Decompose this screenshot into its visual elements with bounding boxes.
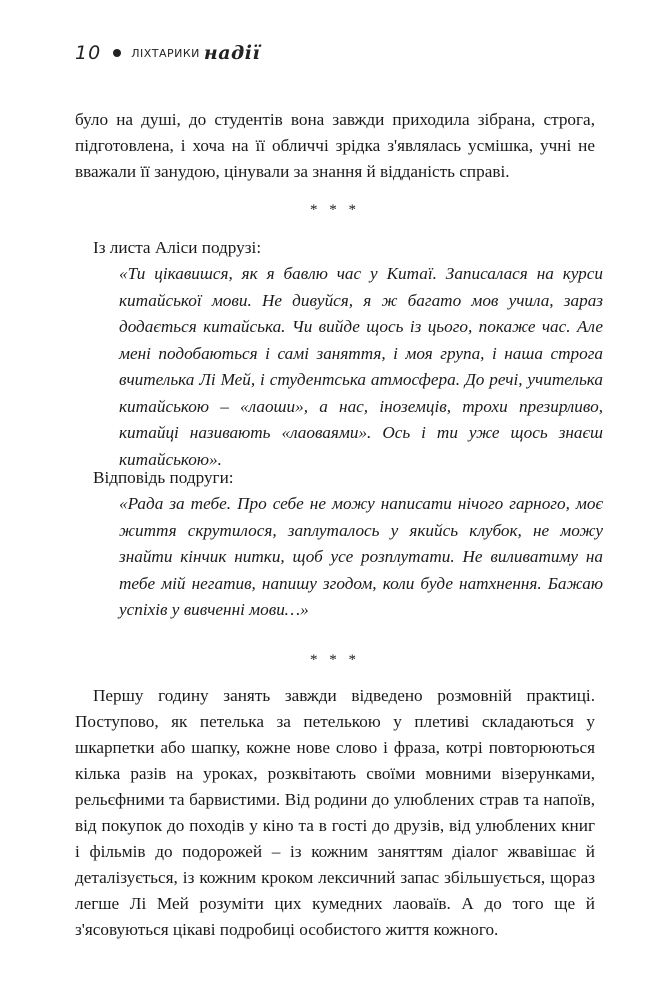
page-number: 10	[75, 42, 102, 64]
paragraph-continued: було на душі, до студентів вона завжди приходила зібрана, строга, підготовлена, і хоча на її обличчі зрідка з'являлась усмішка, учні не вважали її занудою, цінували за знання й відданість справі.	[75, 110, 595, 181]
book-title-suffix: надії	[203, 42, 261, 64]
reply-intro: Відповідь подруги:	[93, 468, 234, 487]
reply-quote: «Рада за тебе. Про себе не можу написати нічого гарного, моє життя скрутилося, заплуталось у якийсь клубок, не можу знайти кінчик нитки, щоб усе розплутати. Не виливатиму на тебе мій негатив, напишу згодом, коли буде натхнення. Бажаю успіхів у вивченні мови…»	[119, 494, 603, 619]
bullet-dot-icon	[113, 49, 121, 57]
book-title-prefix: ЛІХТАРИКИ	[131, 46, 200, 60]
paragraph: Першу годину занять завжди відведено розмовній практиці. Поступово, як петелька за петелькою у плетиві складаються у шкарпетки або шапку, кожне нове слово і фраза, котрі повторюються кілька разів на уроках, розквітають своїми мовними візерунками, рельєфними та барвистими. Від родини до улюблених страв та напоїв, від покупок до походів у кіно та в гості до друзів, від улюблених книг і фільмів до подорожей – із кожним заняттям діалог жвавішає й деталізується, із кожним кроком лексичний запас збільшується, щораз легше Лі Мей розуміти цих кумедних лаоваїв. А до того ще й з'ясовуються цікаві подробиці особистого життя кожного.	[75, 686, 595, 939]
letter-intro: Із листа Аліси подрузі:	[93, 238, 262, 257]
section-separator: * * *	[310, 202, 360, 218]
running-header	[75, 38, 260, 68]
section-separator: * * *	[310, 652, 360, 668]
letter-quote: «Ти цікавишся, як я бавлю час у Китаї. Записалася на курси китайської мови. Не дивуйся, я ж багато мов учила, зараз додається китайська. Чи вийде щось із цього, покаже час. Але мені подобаються і самі заняття, і моя група, і наша строга вчителька Лі Мей, і студентська атмосфера. До речі, учителька китайською – «лаоши», а нас, іноземців, трохи презирливо, китайці називають «лаоваями». Ось і ти уже щось знаєш китайською».	[119, 264, 603, 469]
